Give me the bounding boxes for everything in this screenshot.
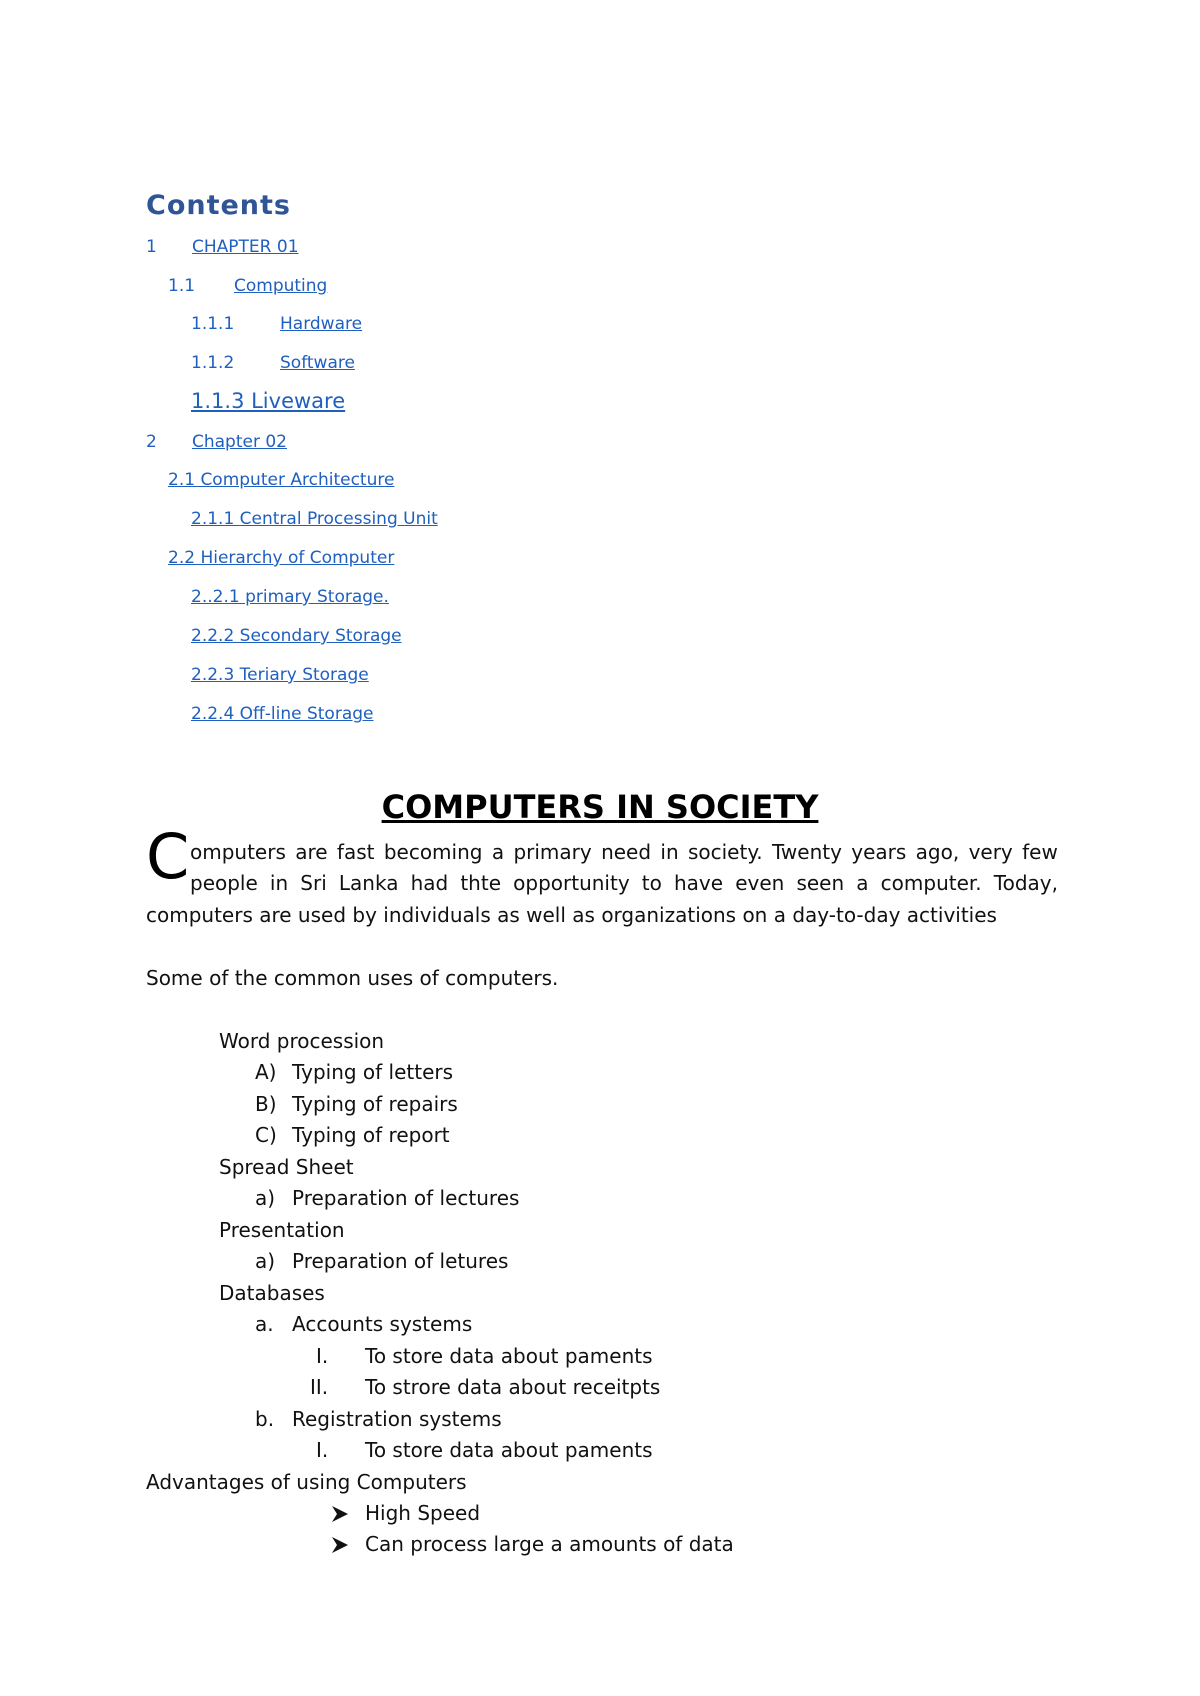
toc-entry-liveware[interactable]: 1.1.3 Liveware xyxy=(191,389,346,413)
intro-paragraph-line-1 xyxy=(190,840,1058,864)
paragraph-word: have xyxy=(673,871,724,895)
paragraph-word: a xyxy=(856,871,869,895)
paragraph-word: even xyxy=(735,871,785,895)
arrow-bullet-icon xyxy=(330,1535,350,1555)
paragraph-word: Today, xyxy=(993,871,1058,895)
list-marker: a) xyxy=(255,1249,276,1273)
list-marker: A) xyxy=(255,1060,277,1084)
paragraph-word: need xyxy=(601,840,652,864)
intro-paragraph-line-3: computers are used by individuals as well as organizations on a day-to-day activities xyxy=(146,903,997,927)
paragraph-word: omputers xyxy=(190,840,286,864)
list-item: Registration systems xyxy=(292,1407,502,1431)
list-item: Typing of letters xyxy=(292,1060,454,1084)
toc-entry-chapter-01[interactable]: 1 CHAPTER 01 xyxy=(146,237,299,257)
toc-entry-secondary-storage[interactable]: 2.2.2 Secondary Storage xyxy=(191,626,402,646)
paragraph-word: people xyxy=(190,871,258,895)
list-marker: B) xyxy=(255,1092,277,1116)
toc-entry-software[interactable]: 1.1.2 Software xyxy=(191,353,355,373)
list-marker: a) xyxy=(255,1186,276,1210)
list-marker: II. xyxy=(310,1375,329,1399)
use-databases: Databases xyxy=(219,1281,325,1305)
paragraph-word: opportunity xyxy=(513,871,630,895)
paragraph-word: had xyxy=(410,871,449,895)
toc-entry-computer-architecture[interactable]: 2.1 Computer Architecture xyxy=(168,470,395,490)
advantage-item: Can process large a amounts of data xyxy=(365,1532,734,1556)
use-spread-sheet: Spread Sheet xyxy=(219,1155,354,1179)
list-marker: I. xyxy=(316,1344,329,1368)
list-item: Preparation of letures xyxy=(292,1249,509,1273)
advantage-item: High Speed xyxy=(365,1501,481,1525)
toc-entry-hierarchy-of-computer[interactable]: 2.2 Hierarchy of Computer xyxy=(168,548,395,568)
list-marker: b. xyxy=(255,1407,275,1431)
list-item: Accounts systems xyxy=(292,1312,473,1336)
paragraph-word: Lanka xyxy=(338,871,399,895)
use-word-processing: Word procession xyxy=(219,1029,385,1053)
list-item: To store data about paments xyxy=(365,1438,653,1462)
toc-entry-hardware[interactable]: 1.1.1 Hardware xyxy=(191,314,363,334)
list-marker: I. xyxy=(316,1438,329,1462)
list-marker: a. xyxy=(255,1312,274,1336)
arrow-bullet-icon xyxy=(330,1504,350,1524)
paragraph-word: primary xyxy=(513,840,592,864)
list-item: To strore data about receitpts xyxy=(365,1375,661,1399)
advantages-title: Advantages of using Computers xyxy=(146,1470,467,1494)
toc-entry-off-line-storage[interactable]: 2.2.4 Off-line Storage xyxy=(191,704,374,724)
list-marker: C) xyxy=(255,1123,277,1147)
toc-title: Contents xyxy=(146,190,292,221)
paragraph-word: becoming xyxy=(383,840,483,864)
document-title: COMPUTERS IN SOCIETY xyxy=(381,788,819,826)
toc-entry-chapter-02[interactable]: 2 Chapter 02 xyxy=(146,432,288,452)
toc-entry-central-processing-unit[interactable]: 2.1.1 Central Processing Unit xyxy=(191,509,438,529)
use-presentation: Presentation xyxy=(219,1218,345,1242)
paragraph-word: in xyxy=(660,840,679,864)
paragraph-word: society. xyxy=(687,840,763,864)
paragraph-word: in xyxy=(269,871,289,895)
uses-intro: Some of the common uses of computers. xyxy=(146,966,559,990)
paragraph-word: a xyxy=(491,840,505,864)
paragraph-word: are xyxy=(295,840,328,864)
list-item: Preparation of lectures xyxy=(292,1186,520,1210)
paragraph-word: few xyxy=(1022,840,1058,864)
intro-paragraph-line-2 xyxy=(190,871,1058,895)
paragraph-word: years xyxy=(851,840,907,864)
paragraph-word: Sri xyxy=(300,871,327,895)
paragraph-word: fast xyxy=(336,840,375,864)
paragraph-word: seen xyxy=(796,871,845,895)
paragraph-word: computer. xyxy=(880,871,982,895)
list-item: To store data about paments xyxy=(365,1344,653,1368)
paragraph-word: ago, xyxy=(915,840,960,864)
paragraph-word: very xyxy=(968,840,1013,864)
paragraph-word: thte xyxy=(460,871,502,895)
paragraph-word: to xyxy=(641,871,662,895)
list-item: Typing of repairs xyxy=(292,1092,458,1116)
list-item: Typing of report xyxy=(292,1123,450,1147)
toc-entry-computing[interactable]: 1.1 Computing xyxy=(168,276,328,296)
toc-entry-teriary-storage[interactable]: 2.2.3 Teriary Storage xyxy=(191,665,369,685)
drop-cap: C xyxy=(146,820,190,893)
paragraph-word: Twenty xyxy=(772,840,842,864)
toc-entry-primary-storage[interactable]: 2..2.1 primary Storage. xyxy=(191,587,389,607)
